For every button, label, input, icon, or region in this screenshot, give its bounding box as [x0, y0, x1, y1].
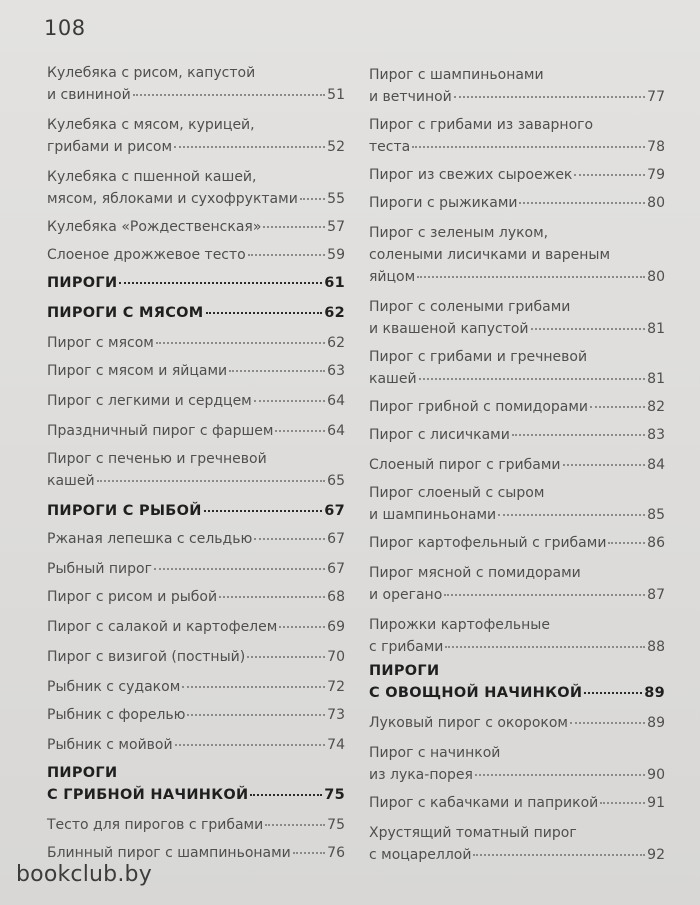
toc-page-number: 86 — [647, 535, 665, 551]
toc-entry-title-line: кашей — [47, 473, 95, 489]
toc-entry-last-line — [47, 814, 345, 836]
toc-entry-last-line — [47, 136, 345, 158]
dot-leader — [570, 722, 645, 724]
toc-entry-title-line: Пирог слоеный с сыром — [369, 485, 545, 501]
toc-entry-title-line: и квашеной капустой — [369, 321, 529, 337]
toc-entry — [369, 164, 665, 186]
toc-entry-last-line — [369, 532, 665, 554]
toc-entry — [47, 528, 345, 550]
dot-leader — [531, 328, 646, 330]
toc-entry-last-line — [369, 712, 665, 734]
toc-entry — [47, 216, 345, 238]
toc-entry — [369, 482, 665, 526]
toc-entry-last-line — [369, 368, 665, 390]
toc-page-number: 83 — [647, 427, 665, 443]
toc-entry-title-line: Пирог с зеленым луком, — [369, 225, 549, 241]
toc-entry-last-line — [369, 318, 665, 340]
toc-entry-title-line: мясом, яблоками и сухофруктами — [47, 191, 298, 207]
toc-entry-last-line — [47, 558, 345, 580]
toc-entry — [369, 424, 665, 446]
toc-entry-last-line — [369, 682, 665, 704]
dot-leader — [248, 254, 325, 256]
toc-page-number: 52 — [327, 139, 345, 155]
dot-leader — [154, 568, 325, 570]
toc-entry-title-line: и свининой — [47, 87, 131, 103]
dot-leader — [574, 174, 645, 176]
toc-entry-last-line — [47, 470, 345, 492]
toc-entry-title-line: Пироги с рыжиками — [369, 195, 518, 211]
dot-leader — [590, 406, 645, 408]
toc-entry-title-line: Блинный пирог с шампиньонами — [47, 845, 291, 861]
toc-entry-last-line — [47, 360, 345, 382]
toc-entry-title-line: яйцом — [369, 269, 416, 285]
toc-entry-title-line: Пирог с легкими и сердцем — [47, 393, 252, 409]
toc-page-number: 76 — [327, 845, 345, 861]
toc-entry-title-line: Пирог с печенью и гречневой — [47, 451, 267, 467]
toc-page-number: 67 — [324, 503, 345, 519]
toc-entry-title-line: Пирог картофельный с грибами — [369, 535, 607, 551]
toc-entry-last-line — [47, 646, 345, 668]
toc-page-number: 72 — [327, 679, 345, 695]
toc-entry-title-line: из лука-порея — [369, 767, 473, 783]
dot-leader — [119, 282, 322, 284]
toc-entry-title-line: с моцареллой — [369, 847, 472, 863]
toc-entry-title-line: Рыбник с мойвой — [47, 737, 173, 753]
toc-entry-last-line — [369, 136, 665, 158]
toc-entry — [369, 614, 665, 658]
dot-leader — [584, 692, 642, 694]
toc-entry — [47, 390, 345, 412]
toc-page-number: 64 — [327, 423, 345, 439]
toc-entry-last-line — [47, 84, 345, 106]
toc-entry-last-line — [369, 844, 665, 866]
toc-entry-title-line: кашей — [369, 371, 417, 387]
toc-entry-title-line: Пирог грибной с помидорами — [369, 399, 589, 415]
toc-page-number: 61 — [324, 275, 345, 291]
dot-leader — [519, 202, 645, 204]
toc-entry-last-line — [369, 424, 665, 446]
toc-entry-title-line: Пирог из свежих сыроежек — [369, 167, 573, 183]
toc-entry — [47, 842, 345, 864]
dot-leader — [475, 774, 645, 776]
toc-entry-last-line — [47, 586, 345, 608]
dot-leader — [250, 794, 322, 796]
toc-entry-last-line — [47, 500, 345, 522]
toc-entry-last-line — [369, 764, 665, 786]
toc-section-heading — [47, 302, 345, 324]
toc-entry-title-line: Пирог с шампиньонами — [369, 67, 544, 83]
toc-entry-title-line: Праздничный пирог с фаршем — [47, 423, 274, 439]
toc-section-heading — [47, 272, 345, 294]
toc-page-number: 67 — [327, 561, 345, 577]
toc-entry-title-line: Тесто для пирогов с грибами — [47, 817, 264, 833]
dot-leader — [175, 744, 326, 746]
toc-page-number: 81 — [647, 371, 665, 387]
toc-entry — [369, 532, 665, 554]
toc-entry-title-line: Пирог с визигой (постный) — [47, 649, 246, 665]
toc-entry-title-line: и шампиньонами — [369, 507, 497, 523]
toc-entry — [47, 814, 345, 836]
toc-entry-title-line: Пирог с грибами из заварного — [369, 117, 594, 133]
dot-leader — [206, 312, 323, 314]
toc-entry — [369, 742, 665, 786]
toc-page-number: 55 — [327, 191, 345, 207]
dot-leader — [265, 824, 325, 826]
toc-page-number: 92 — [647, 847, 665, 863]
toc-page-number: 63 — [327, 363, 345, 379]
dot-leader — [419, 378, 646, 380]
toc-page-number: 85 — [647, 507, 665, 523]
toc-entry-title-line: Ржаная лепешка с сельдью — [47, 531, 253, 547]
toc-entry — [47, 332, 345, 354]
toc-entry — [47, 734, 345, 756]
dot-leader — [263, 226, 325, 228]
toc-entry-title-line: Кулебяка «Рождественская» — [47, 219, 262, 235]
dot-leader — [254, 400, 325, 402]
toc-entry-title-line: Пирог с мясом и яйцами — [47, 363, 228, 379]
toc-entry-last-line — [47, 216, 345, 238]
toc-section-heading — [369, 660, 665, 704]
toc-section-heading — [47, 762, 345, 806]
toc-page-number: 51 — [327, 87, 345, 103]
toc-page-number: 75 — [327, 817, 345, 833]
dot-leader — [293, 852, 325, 854]
dot-leader — [156, 342, 325, 344]
watermark: bookclub.by — [16, 862, 152, 887]
dot-leader — [133, 94, 326, 96]
toc-entry-title-line: ПИРОГИ — [47, 765, 118, 781]
toc-page-number: 78 — [647, 139, 665, 155]
toc-entry-title-line: Пирог с мясом — [47, 335, 154, 351]
toc-page-number: 75 — [324, 787, 345, 803]
dot-leader — [247, 656, 325, 658]
toc-entry-title-line: С ГРИБНОЙ НАЧИНКОЙ — [47, 787, 249, 803]
toc-page-number: 77 — [647, 89, 665, 105]
toc-entry — [369, 396, 665, 418]
dot-leader — [279, 626, 325, 628]
toc-entry-title-line: Пирог с кабачками и паприкой — [369, 795, 599, 811]
toc-entry-title-line: Пирог с начинкой — [369, 745, 501, 761]
toc-page-number: 69 — [327, 619, 345, 635]
toc-entry — [369, 712, 665, 734]
toc-page-number: 59 — [327, 247, 345, 263]
toc-entry-title-line: Пирог с салакой и картофелем — [47, 619, 278, 635]
dot-leader — [187, 714, 325, 716]
toc-entry-last-line — [369, 504, 665, 526]
toc-page-number: 57 — [327, 219, 345, 235]
toc-entry-title-line: ПИРОГИ — [369, 663, 440, 679]
toc-entry — [47, 448, 345, 492]
dot-leader — [300, 198, 325, 200]
toc-entry-title-line: Пирог с рисом и рыбой — [47, 589, 218, 605]
toc-entry-title-line: Слоеное дрожжевое тесто — [47, 247, 246, 263]
toc-entry-last-line — [369, 164, 665, 186]
toc-page-number: 90 — [647, 767, 665, 783]
toc-entry-last-line — [47, 734, 345, 756]
toc-entry — [47, 704, 345, 726]
dot-leader — [219, 596, 325, 598]
dot-leader — [174, 146, 325, 148]
toc-page-number: 73 — [327, 707, 345, 723]
toc-entry — [369, 64, 665, 108]
dot-leader — [563, 464, 646, 466]
dot-leader — [412, 146, 645, 148]
toc-entry-title-line: ПИРОГИ — [47, 275, 118, 291]
toc-entry — [47, 420, 345, 442]
toc-page-number: 79 — [647, 167, 665, 183]
toc-entry-last-line — [47, 528, 345, 550]
toc-entry — [369, 822, 665, 866]
toc-entry — [369, 454, 665, 476]
toc-entry-last-line — [47, 616, 345, 638]
toc-entry-title-line: Кулебяка с мясом, курицей, — [47, 117, 255, 133]
toc-page-number: 80 — [647, 195, 665, 211]
dot-leader — [600, 802, 645, 804]
toc-page-number: 91 — [647, 795, 665, 811]
toc-entry — [47, 360, 345, 382]
toc-entry-title-line: Пирог с грибами и гречневой — [369, 349, 588, 365]
toc-entry-title-line: Рыбник с судаком — [47, 679, 181, 695]
toc-entry-title-line: с грибами — [369, 639, 444, 655]
toc-entry — [47, 646, 345, 668]
toc-entry-last-line — [369, 266, 665, 288]
dot-leader — [254, 538, 325, 540]
toc-entry — [369, 792, 665, 814]
page-number: 108 — [44, 16, 86, 40]
toc-entry — [369, 114, 665, 158]
toc-entry-last-line — [47, 784, 345, 806]
toc-entry-title-line: Пирог мясной с помидорами — [369, 565, 581, 581]
toc-entry-title-line: ПИРОГИ С МЯСОМ — [47, 305, 204, 321]
dot-leader — [454, 96, 645, 98]
toc-entry-last-line — [369, 86, 665, 108]
toc-entry — [369, 296, 665, 340]
toc-page-number: 62 — [324, 305, 345, 321]
dot-leader — [445, 646, 645, 648]
toc-entry — [47, 244, 345, 266]
toc-entry-title-line: Пирожки картофельные — [369, 617, 550, 633]
toc-entry-title-line: Рыбный пирог — [47, 561, 152, 577]
toc-page-number: 68 — [327, 589, 345, 605]
dot-leader — [473, 854, 645, 856]
dot-leader — [512, 434, 645, 436]
toc-page-number: 89 — [644, 685, 665, 701]
toc-entry — [47, 586, 345, 608]
toc-page-number: 62 — [327, 335, 345, 351]
toc-entry — [47, 676, 345, 698]
toc-entry-title-line: ПИРОГИ С РЫБОЙ — [47, 503, 202, 519]
dot-leader — [229, 370, 325, 372]
toc-entry — [369, 222, 665, 288]
toc-entry — [369, 192, 665, 214]
toc-entry-title-line: Пирог с лисичками — [369, 427, 510, 443]
dot-leader — [275, 430, 325, 432]
toc-entry-last-line — [369, 792, 665, 814]
toc-page-number: 74 — [327, 737, 345, 753]
toc-entry-title-line: и ветчиной — [369, 89, 452, 105]
toc-entry-title-line: Рыбник с форелью — [47, 707, 186, 723]
dot-leader — [204, 510, 323, 512]
dot-leader — [444, 594, 645, 596]
toc-entry-last-line — [47, 302, 345, 324]
toc-entry-title-line: Кулебяка с рисом, капустой — [47, 65, 256, 81]
toc-entry-title-line: Кулебяка с пшенной кашей, — [47, 169, 257, 185]
toc-page-number: 88 — [647, 639, 665, 655]
toc-entry-last-line — [47, 244, 345, 266]
toc-entry-last-line — [47, 676, 345, 698]
toc-page-number: 64 — [327, 393, 345, 409]
toc-page-number: 89 — [647, 715, 665, 731]
toc-entry-title-line: и орегано — [369, 587, 443, 603]
toc-page-number: 67 — [327, 531, 345, 547]
toc-entry-title-line: Слоеный пирог с грибами — [369, 457, 561, 473]
toc-page-number: 84 — [647, 457, 665, 473]
toc-entry-last-line — [47, 272, 345, 294]
toc-entry-last-line — [47, 332, 345, 354]
toc-entry-last-line — [369, 454, 665, 476]
dot-leader — [97, 480, 326, 482]
toc-page-number: 81 — [647, 321, 665, 337]
toc-entry-last-line — [47, 842, 345, 864]
toc-entry-last-line — [369, 396, 665, 418]
toc-entry-title-line: Пирог с солеными грибами — [369, 299, 571, 315]
dot-leader — [608, 542, 645, 544]
dot-leader — [417, 276, 645, 278]
toc-page-number: 82 — [647, 399, 665, 415]
toc-page-number: 70 — [327, 649, 345, 665]
toc-entry — [47, 558, 345, 580]
toc-entry — [47, 166, 345, 210]
toc-entry — [369, 562, 665, 606]
toc-entry-last-line — [47, 390, 345, 412]
toc-entry-last-line — [47, 188, 345, 210]
toc-entry-last-line — [47, 420, 345, 442]
toc-entry — [47, 114, 345, 158]
toc-entry-title-line: теста — [369, 139, 411, 155]
toc-entry — [369, 346, 665, 390]
toc-entry-title-line: Луковый пирог с окороком — [369, 715, 568, 731]
toc-page-number: 65 — [327, 473, 345, 489]
toc-entry-last-line — [369, 636, 665, 658]
toc-entry-title-line: С ОВОЩНОЙ НАЧИНКОЙ — [369, 685, 583, 701]
toc-page-number: 87 — [647, 587, 665, 603]
toc-entry-title-line: грибами и рисом — [47, 139, 173, 155]
toc-entry-last-line — [369, 192, 665, 214]
dot-leader — [182, 686, 325, 688]
toc-page-number: 80 — [647, 269, 665, 285]
toc-entry-last-line — [369, 584, 665, 606]
toc-entry — [47, 62, 345, 106]
dot-leader — [498, 514, 645, 516]
toc-entry — [47, 616, 345, 638]
toc-entry-last-line — [47, 704, 345, 726]
toc-entry-title-line: Хрустящий томатный пирог — [369, 825, 577, 841]
toc-entry-title-line: солеными лисичками и вареным — [369, 247, 611, 263]
toc-section-heading — [47, 500, 345, 522]
